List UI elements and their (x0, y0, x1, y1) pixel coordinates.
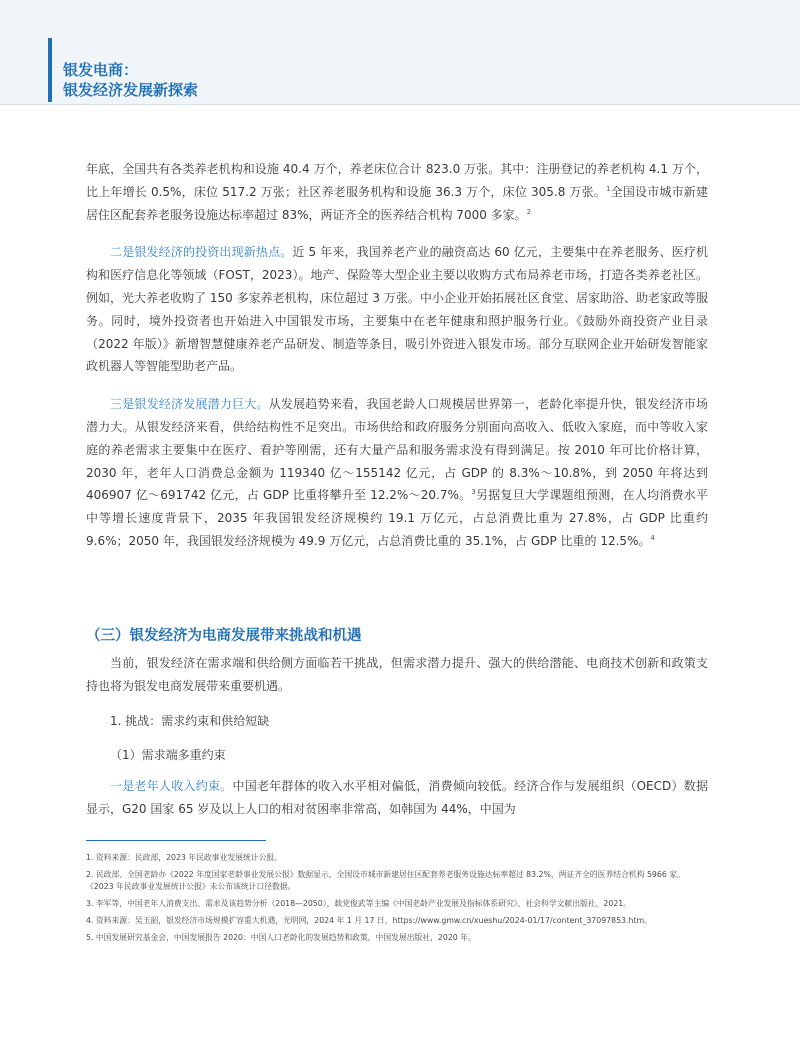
subheading-level2: （1）需求端多重约束 (110, 748, 226, 763)
paragraph-potential: 三是银发经济发展潜力巨大。从发展趋势来看，我国老龄人口规模居世界第一，老龄化率提升快，银发经济市场潜力大。从银发经济来看，供给结构性不足突出。市场供给和政府服务分别面向高收入、低收入家庭，而中等收入家庭的养老需求主要集中在医疗、看护等刚需，还有大量产品和服务需求没有得到满足。按 2010 年可比价格计算，2030 年，老年人口消费总金额为 119340 亿～155142 亿元，占 GDP 的 8.3%～10.8%，到 2050 年将达到 406907 亿～691742 亿元，占 GDP 比重将攀升至 12.2%～20.7%。$^3$另据复旦大学课题组预测，在人均消费水平中等增长速度背景下，2035 年我国银发经济规模约 19.1 万亿元，占总消费比重为 27.8%，占 GDP 比重约 9.6%；2050 年，我国银发经济规模为 49.9 万亿元，占总消费比重的 35.1%，占 GDP 比重的 12.5%。$^4$ (86, 397, 708, 548)
header-subtitle: 银发经济发展新探索 (63, 81, 199, 99)
highlight-text: 一是老年人收入约束。 (110, 779, 233, 794)
footnote-ref[interactable]: 2 (526, 207, 532, 216)
header-title: 银发电商： (63, 61, 139, 79)
footnote-ref[interactable]: 3 (471, 488, 476, 497)
footnote-divider (86, 840, 266, 841)
footnotes (86, 852, 708, 949)
paragraph-continued: 年底，全国共有各类养老机构和设施 40.4 万个，养老床位合计 823.0 万张。其中：注册登记的养老机构 4.1 万个，比上年增长 0.5%，床位 517.2 万张；社区养老服务机构和设施 36.3 万个，床位 305.8 万张。$^1$全国设市城市新建居住区配套养老服务设施达标率超过 83%，两证齐全的医养结合机构 7000 多家。$^2$ (86, 162, 708, 222)
header-accent-bar (48, 38, 52, 102)
section-intro: 当前，银发经济在需求端和供给侧方面临若干挑战，但需求潜力提升、强大的供给潜能、电商技术创新和政策支持也将为银发电商发展带来重要机遇。 (86, 656, 708, 693)
footnote-item: 2. 民政部、全国老龄办《2022 年度国家老龄事业发展公报》数据显示，全国设市城市新建居住区配套养老服务设施达标率超过 83.2%，两证齐全的医养结合机构 5966 家。《2023 年民政事业发展统计公报》未公布该统计口径数据。 (86, 870, 685, 891)
footnote-item: 1. 资料来源：民政部，2023 年民政事业发展统计公报。 (86, 853, 282, 862)
section-body (86, 652, 708, 821)
footnote-item: 4. 资料来源：吴玉韶，银发经济市场规模扩容重大机遇，光明网，2024 年 1 月 17 日，https://www.gmw.cn/xueshu/2024-01/17/content_37097853.htm。 (86, 916, 652, 925)
footnote-item: 5. 中国发展研究基金会，中国发展报告 2020：中国人口老龄化的发展趋势和政策，中国发展出版社，2020 年。 (86, 933, 476, 942)
subheading-level1: 1. 挑战：需求约束和供给短缺 (110, 713, 270, 728)
highlight-text: 三是银发经济发展潜力巨大。 (110, 397, 269, 412)
highlight-text: 二是银发经济的投资出现新热点。 (110, 245, 293, 260)
body-text (86, 158, 708, 568)
paragraph-investment: 二是银发经济的投资出现新热点。近 5 年来，我国养老产业的融资高达 60 亿元，主要集中在养老服务、医疗机构和医疗信息化等领域（FOST，2023）。地产、保险等大型企业主要以收购方式布局养老市场，打造各类养老社区。例如，光大养老收购了 150 多家养老机构，床位超过 3 万张。中小企业开始拓展社区食堂、居家助浴、助老家政等服务。同时，境外投资者也开始进入中国银发市场，主要集中在老年健康和照护服务行业。《鼓励外商投资产业目录（2022 年版）》新增智慧健康养老产品研发、制造等条目，吸引外资进入银发市场。部分互联网企业开始研发智能家政机器人等智能型助老产品。 (86, 245, 708, 374)
footnote-ref[interactable]: 4 (650, 533, 655, 542)
section-heading: （三）银发经济为电商发展带来挑战和机遇 (86, 628, 362, 644)
footnote-item: 3. 李军等，中国老年人消费支出、需求及该趋势分析（2018—2050），载党俊武等主编《中国老龄产业发展及指标体系研究》，社会科学文献出版社，2021。 (86, 899, 632, 908)
page-header (0, 0, 800, 105)
paragraph-income: 一是老年人收入约束。中国老年群体的收入水平相对偏低，消费倾向较低。经济合作与发展组织（OECD）数据显示，G20 国家 65 岁及以上人口的相对贫困率非常高，如韩国为 44%，中国为 (86, 779, 708, 816)
footnote-ref[interactable]: 1 (605, 184, 611, 193)
